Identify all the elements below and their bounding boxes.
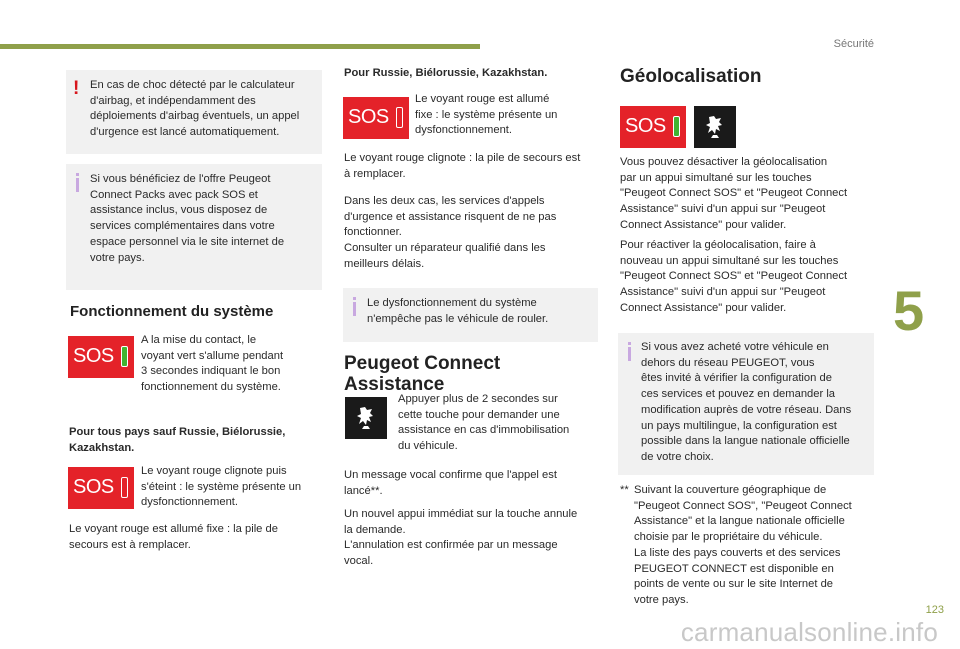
text-line: votre pays. bbox=[634, 593, 689, 606]
page-number: 123 bbox=[925, 604, 944, 616]
text-line: dehors du réseau PEUGEOT, vous bbox=[641, 356, 815, 369]
sos-label: SOS bbox=[625, 115, 666, 137]
text-line: Un nouvel appui immédiat sur la touche annule bbox=[344, 508, 578, 520]
text-line: points de vente ou sur le site Internet de bbox=[634, 578, 834, 591]
text-line: Suivant la couverture géographique de bbox=[634, 484, 827, 496]
info-box-text bbox=[90, 172, 322, 266]
text-line: Vous pouvez désactiver la géolocalisation bbox=[620, 156, 828, 168]
text-line: Assistance" suivi d'un appui sur "Peugeot bbox=[620, 286, 826, 299]
text-line: s'éteint : le système présente un bbox=[141, 480, 302, 493]
text-line: La liste des pays couverts et des services bbox=[634, 546, 841, 559]
red-led-icon bbox=[396, 107, 403, 128]
text-mise-du-contact bbox=[141, 333, 321, 396]
text-line: Si vous avez acheté votre véhicule en bbox=[641, 341, 829, 353]
text-line: Le voyant rouge clignote puis bbox=[141, 465, 287, 477]
text-line: Si vous bénéficiez de l'offre Peugeot bbox=[90, 173, 271, 185]
text-line: Le voyant rouge est allumé bbox=[415, 93, 550, 105]
text-line: services complémentaires dans votre bbox=[90, 220, 275, 233]
text-line: Connect Assistance" pour valider. bbox=[620, 218, 787, 231]
text-line: votre pays. bbox=[90, 251, 145, 264]
text-appuyer bbox=[398, 392, 598, 455]
green-led-icon bbox=[673, 116, 680, 137]
text-line: nouveau un appui simultané sur les touches bbox=[620, 254, 839, 267]
text-line: par un appui simultané sur les touches bbox=[620, 171, 812, 184]
text-line: L'annulation est confirmée par un message bbox=[344, 539, 558, 552]
text-line: voyant vert s'allume pendant bbox=[141, 349, 284, 362]
text-line: possible dans la langue nationale officielle bbox=[641, 435, 850, 448]
heading-russie: Pour Russie, Biélorussie, Kazakhstan. bbox=[344, 67, 548, 79]
text-line: modification auprès de votre réseau. Dans bbox=[641, 403, 852, 416]
text-line: de votre choix. bbox=[641, 450, 714, 463]
text-line: "Peugeot Connect SOS" et "Peugeot Connect bbox=[620, 270, 848, 283]
text-line: choisie par le propriétaire du véhicule. bbox=[634, 531, 823, 544]
text-line: Assistance bbox=[344, 374, 445, 395]
section-heading-geolocalisation: Géolocalisation bbox=[620, 66, 762, 87]
text-line: Le dysfonctionnement du système bbox=[367, 297, 537, 309]
sos-button-red-fixed bbox=[343, 97, 409, 139]
text-line: Peugeot Connect bbox=[344, 353, 501, 374]
text-line: assistance inclus, vous disposez de bbox=[90, 204, 268, 217]
text-line: du véhicule. bbox=[398, 440, 458, 453]
text-voyant-rouge-clignote bbox=[344, 151, 600, 182]
warning-box-text bbox=[90, 78, 322, 141]
sos-button-green bbox=[68, 336, 134, 378]
warning-exclamation-icon: ! bbox=[73, 78, 80, 99]
text-line: Le voyant rouge est allumé fixe : la pile de bbox=[69, 523, 278, 535]
top-color-bar bbox=[0, 44, 480, 49]
info-icon bbox=[76, 178, 79, 192]
watermark: carmanualsonline.info bbox=[680, 617, 938, 647]
text-line: Kazakhstan. bbox=[69, 441, 135, 454]
text-line: assistance en cas d'immobilisation bbox=[398, 424, 570, 437]
sos-button-green bbox=[620, 106, 686, 148]
text-line: d'urgence est lancé automatiquement. bbox=[90, 126, 280, 139]
text-nouvel-appui bbox=[344, 507, 600, 570]
text-line: "Peugeot Connect SOS", "Peugeot Connect bbox=[634, 499, 852, 512]
text-line: "Peugeot Connect SOS" et "Peugeot Connect bbox=[620, 187, 848, 200]
sos-label: SOS bbox=[348, 106, 389, 128]
text-line: déploiements d'airbag éventuels, un appel bbox=[90, 110, 300, 123]
text-line: dysfonctionnement. bbox=[141, 496, 239, 509]
text-line: fonctionner. bbox=[344, 226, 402, 239]
text-line: Dans les deux cas, les services d'appels bbox=[344, 195, 545, 207]
heading-tous-pays bbox=[69, 425, 323, 456]
text-line: A la mise du contact, le bbox=[141, 334, 257, 346]
text-line: à remplacer. bbox=[344, 167, 406, 180]
green-led-icon bbox=[121, 346, 128, 367]
text-line: Pour tous pays sauf Russie, Biélorussie, bbox=[69, 426, 286, 438]
sos-label: SOS bbox=[73, 345, 114, 367]
assistance-button bbox=[694, 106, 736, 148]
text-line: Pour réactiver la géolocalisation, faire à bbox=[620, 239, 816, 251]
section-heading-assistance bbox=[344, 353, 500, 395]
info-box-text bbox=[641, 340, 873, 466]
text-line: Le voyant rouge clignote : la pile de secours est bbox=[344, 152, 581, 164]
info-icon bbox=[628, 347, 631, 361]
text-line: PEUGEOT CONNECT est disponible en bbox=[634, 562, 834, 575]
text-line: lancé**. bbox=[344, 484, 383, 497]
text-voyant-clignote bbox=[141, 464, 321, 511]
text-line: êtes invité à vérifier la configuration de bbox=[641, 372, 832, 385]
red-led-icon bbox=[121, 477, 128, 498]
text-line: Assistance" et la langue nationale officielle bbox=[634, 515, 845, 528]
text-voyant-fixe bbox=[69, 522, 323, 553]
text-line: dysfonctionnement. bbox=[415, 124, 513, 137]
text-line: d'urgence et assistance risquent de ne pas bbox=[344, 210, 557, 223]
text-line: la demande. bbox=[344, 523, 406, 536]
sos-button-red bbox=[68, 467, 134, 509]
footnote-text bbox=[634, 483, 878, 609]
text-line: Consulter un réparateur qualifié dans les bbox=[344, 242, 546, 255]
peugeot-lion-icon bbox=[703, 114, 727, 140]
text-line: En cas de choc détecté par le calculateur bbox=[90, 79, 295, 91]
text-line: Appuyer plus de 2 secondes sur bbox=[398, 393, 558, 405]
text-line: meilleurs délais. bbox=[344, 257, 425, 270]
info-icon bbox=[353, 302, 356, 316]
text-line: n'empêche pas le véhicule de rouler. bbox=[367, 312, 549, 325]
text-message-vocal bbox=[344, 468, 600, 499]
text-line: Connect Assistance" pour valider. bbox=[620, 301, 787, 314]
text-line: cette touche pour demander une bbox=[398, 408, 560, 421]
text-line: Assistance" suivi d'un appui sur "Peugeot bbox=[620, 203, 826, 216]
text-line: Un message vocal confirme que l'appel est bbox=[344, 469, 557, 481]
text-desactiver bbox=[620, 155, 876, 234]
section-heading-fonctionnement: Fonctionnement du système bbox=[70, 303, 274, 320]
text-line: espace personnel via le site internet de bbox=[90, 235, 285, 248]
text-deux-cas bbox=[344, 194, 600, 273]
sos-label: SOS bbox=[73, 476, 114, 498]
text-line: Connect Packs avec pack SOS et bbox=[90, 188, 258, 201]
assistance-button bbox=[345, 397, 387, 439]
chapter-number: 5 bbox=[893, 279, 925, 342]
info-box-text bbox=[367, 296, 597, 327]
footnote-mark: ** bbox=[620, 484, 629, 496]
text-line: 3 secondes indiquant le bon bbox=[141, 365, 281, 378]
text-line: vocal. bbox=[344, 555, 374, 568]
text-line: fonctionnement du système. bbox=[141, 381, 281, 394]
text-line: un pays multilingue, la configuration est bbox=[641, 419, 837, 432]
text-line: ces services et pouvez en demander la bbox=[641, 388, 836, 401]
section-label: Sécurité bbox=[833, 38, 874, 50]
peugeot-lion-icon bbox=[354, 405, 378, 431]
text-reactiver bbox=[620, 238, 876, 317]
text-voyant-rouge-fixe bbox=[415, 92, 595, 139]
text-line: fixe : le système présente un bbox=[415, 108, 558, 121]
text-line: d'airbag, et indépendamment des bbox=[90, 94, 256, 107]
text-line: secours est à remplacer. bbox=[69, 538, 191, 551]
